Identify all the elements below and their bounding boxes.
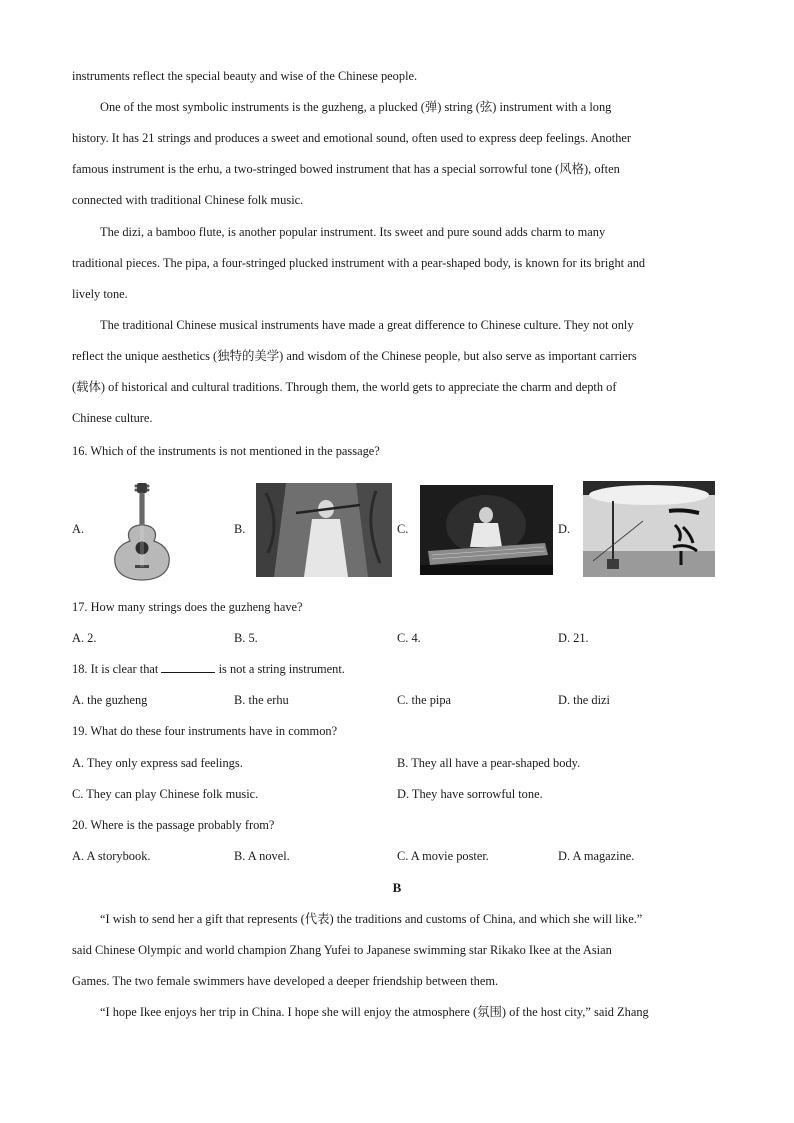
- question-19-stem: 19. What do these four instruments have in common?: [72, 724, 338, 738]
- question-18-stem: [72, 661, 345, 677]
- q17-option-d: D. 21.: [558, 631, 589, 645]
- guitar-image: [106, 481, 180, 581]
- passage-line: The traditional Chinese musical instruments have made a great difference to Chinese culture. They not only: [100, 318, 634, 332]
- q17-option-c: C. 4.: [397, 631, 421, 645]
- q18-option-c: C. the pipa: [397, 693, 452, 707]
- passage-line: One of the most symbolic instruments is the guzheng, a plucked (弹) string (弦) instrument with a long: [100, 100, 612, 114]
- q19-option-c: C. They can play Chinese folk music.: [72, 787, 259, 801]
- passage-line: “I hope Ikee enjoys her trip in China. I hope she will enjoy the atmosphere (氛围) of the host city,” said Zhang: [100, 1005, 649, 1019]
- q17-option-b: B. 5.: [234, 631, 258, 645]
- section-heading: B: [392, 880, 402, 895]
- q18-stem-after: is not a string instrument.: [218, 662, 345, 676]
- passage-line: traditional pieces. The pipa, a four-stringed plucked instrument with a pear-shaped body, is known for its bright and: [72, 256, 646, 270]
- q19-option-a: A. They only express sad feelings.: [72, 756, 243, 770]
- question-17-stem: 17. How many strings does the guzheng have?: [72, 600, 303, 614]
- q17-option-a: A. 2.: [72, 631, 97, 645]
- question-20-stem: 20. Where is the passage probably from?: [72, 818, 275, 832]
- passage-line: famous instrument is the erhu, a two-stringed bowed instrument that has a special sorrowful tone (风格), often: [72, 162, 620, 176]
- q20-option-d: D. A magazine.: [558, 849, 635, 863]
- q16-option-b-label: B.: [234, 522, 246, 536]
- answer-blank: [161, 661, 215, 673]
- q19-option-d: D. They have sorrowful tone.: [397, 787, 543, 801]
- q16-option-a-label: A.: [72, 522, 85, 536]
- passage-line: said Chinese Olympic and world champion Zhang Yufei to Japanese swimming star Rikako Ikee at the Asian: [72, 943, 612, 957]
- passage-line: connected with traditional Chinese folk music.: [72, 193, 304, 207]
- passage-line: lively tone.: [72, 287, 128, 301]
- passage-line: (载体) of historical and cultural traditions. Through them, the world gets to appreciate the charm and depth of: [72, 380, 617, 394]
- q18-option-b: B. the erhu: [234, 693, 289, 707]
- q16-option-d-label: D.: [558, 522, 571, 536]
- q20-option-a: A. A storybook.: [72, 849, 151, 863]
- passage-line: Games. The two female swimmers have developed a deeper friendship between them.: [72, 974, 499, 988]
- q19-option-b: B. They all have a pear-shaped body.: [397, 756, 581, 770]
- passage-line: reflect the unique aesthetics (独特的美学) and wisdom of the Chinese people, but also serve as important carriers: [72, 349, 637, 363]
- q20-option-b: B. A novel.: [234, 849, 290, 863]
- question-16-stem: 16. Which of the instruments is not mentioned in the passage?: [72, 444, 380, 458]
- q18-stem-before: 18. It is clear that: [72, 662, 159, 676]
- q16-option-c-label: C.: [397, 522, 409, 536]
- passage-line: history. It has 21 strings and produces a sweet and emotional sound, often used to express deep feelings. Another: [72, 131, 632, 145]
- passage-line: Chinese culture.: [72, 411, 153, 425]
- passage-line: instruments reflect the special beauty and wise of the Chinese people.: [72, 69, 418, 83]
- passage-line: “I wish to send her a gift that represents (代表) the traditions and customs of China, and which she will like.”: [100, 912, 643, 926]
- passage-line: The dizi, a bamboo flute, is another popular instrument. Its sweet and pure sound adds charm to many: [100, 225, 606, 239]
- q18-option-d: D. the dizi: [558, 693, 610, 707]
- guzheng-player-image: [420, 485, 553, 575]
- dizi-player-image: [256, 483, 392, 577]
- q20-option-c: C. A movie poster.: [397, 849, 489, 863]
- q18-option-a: A. the guzheng: [72, 693, 148, 707]
- erhu-poster-image: [583, 481, 715, 577]
